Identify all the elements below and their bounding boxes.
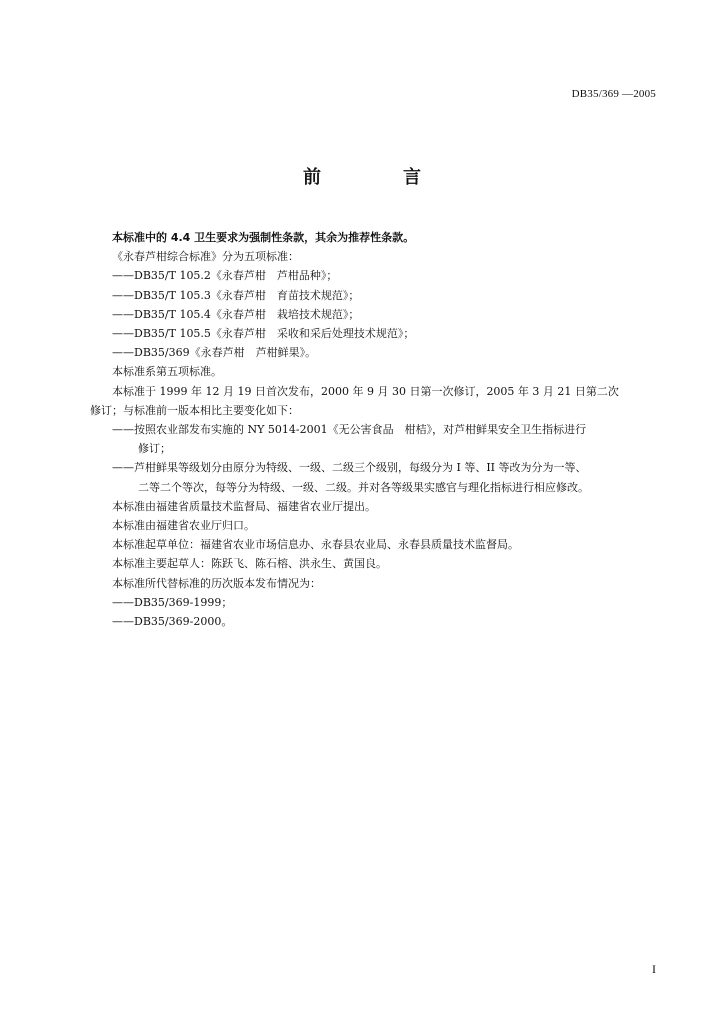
paragraph: 本标准所代替标准的历次版本发布情况为：	[112, 576, 321, 590]
mandatory-clause-note: 本标准中的 4.4 卫生要求为强制性条款，其余为推荐性条款。	[112, 231, 415, 244]
paragraph: 本标准由福建省农业厅归口。	[112, 519, 255, 533]
paragraph: 本标准主要起草人：陈跃飞、陈石榕、洪永生、黄国良。	[112, 557, 387, 571]
list-item: ——芦柑鲜果等级划分由原分为特级、一级、二级三个级别，每级分为 I 等、II 等改为分为一等、	[112, 461, 587, 475]
foreword-body	[90, 228, 660, 631]
list-item: ——DB35/369-1999；	[112, 595, 233, 609]
page-title: 前 言	[303, 167, 453, 188]
list-item: ——DB35/T 105.3《永春芦柑 育苗技术规范》；	[112, 288, 360, 302]
list-item: ——DB35/369-2000。	[112, 615, 233, 629]
standard-code: DB35/369 —2005	[571, 88, 656, 100]
paragraph: 本标准于 1999 年 12 月 19 日首次发布，2000 年 9 月 30 日第一次修订，2005 年 3 月 21 日第二次	[112, 384, 619, 398]
list-item: ——按照农业部发布实施的 NY 5014-2001《无公害食品 柑桔》，对芦柑鲜果安全卫生指标进行	[112, 423, 587, 437]
page-number: I	[652, 962, 656, 976]
paragraph: 本标准系第五项标准。	[112, 365, 222, 379]
list-item: ——DB35/T 105.5《永春芦柑 采收和采后处理技术规范》；	[112, 327, 415, 341]
list-item: ——DB35/369《永春芦柑 芦柑鲜果》。	[112, 346, 317, 360]
list-item: ——DB35/T 105.4《永春芦柑 栽培技术规范》；	[112, 307, 360, 321]
paragraph: 本标准起草单位：福建省农业市场信息办、永春县农业局、永春县质量技术监督局。	[112, 538, 519, 552]
list-item-continuation: 修订；	[138, 442, 171, 456]
list-item: ——DB35/T 105.2《永春芦柑 芦柑品种》；	[112, 269, 338, 283]
paragraph-continuation: 修订；与标准前一版本相比主要变化如下：	[90, 403, 299, 417]
paragraph: 本标准由福建省质量技术监督局、福建省农业厅提出。	[112, 499, 376, 513]
list-item-continuation: 二等二个等次，每等分为特级、一级、二级。并对各等级果实感官与理化指标进行相应修改。	[138, 480, 589, 494]
series-intro: 《永春芦柑综合标准》分为五项标准：	[112, 250, 299, 264]
